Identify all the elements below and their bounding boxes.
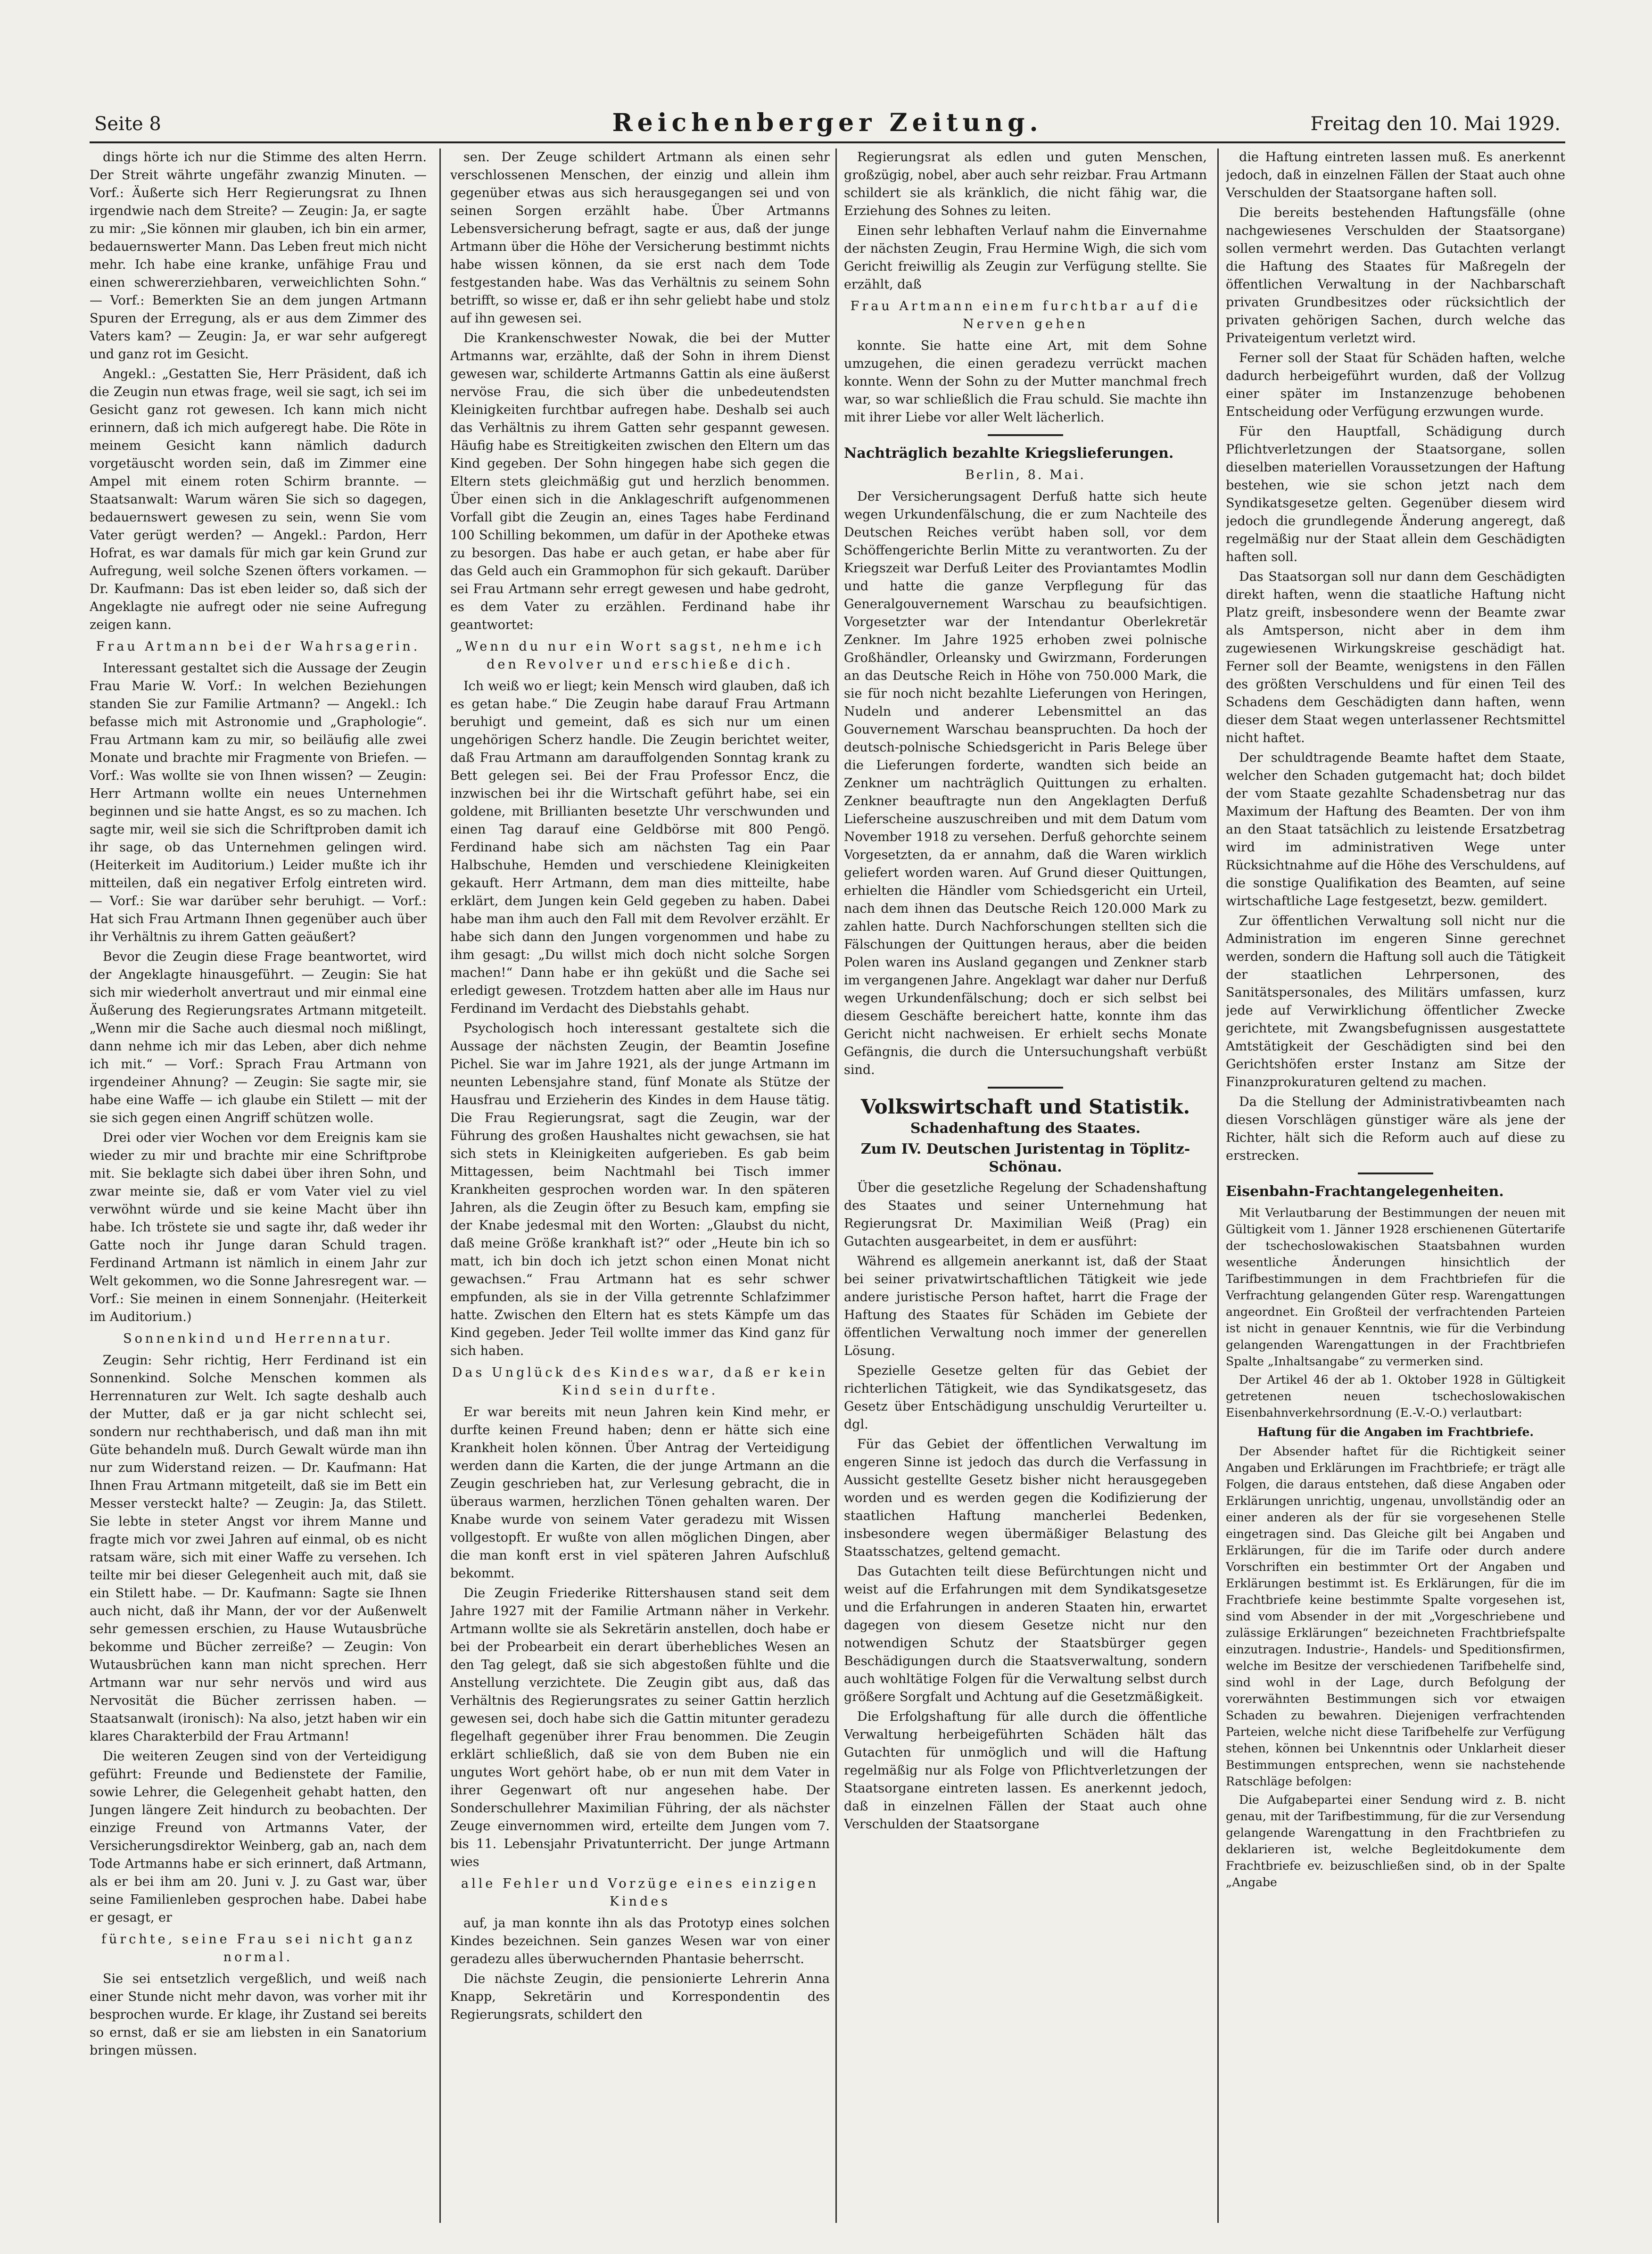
issue-date: Freitag den 10. Mai 1929. (1310, 113, 1561, 135)
column-3 (844, 149, 1207, 2223)
article-subheading: Zum IV. Deutschen Juristentag in Töplitz-Schönau. (860, 1141, 1190, 1175)
header-rule (90, 141, 1565, 143)
subheading: fürchte, seine Frau sei nicht ganz normal. (101, 1932, 415, 1965)
paragraph: Die Erfolgshaftung für alle durch die öffentliche Verwaltung herbeigeführten Schäden hält das Gutachten für unmöglich und will die Haftung regelmäßig nur als Folge von Pflichtverletzungen der Staatsorgane eintreten lassen. Es anerkennt jedoch, daß in einzelnen Fällen der Staat auch ohne Verschulden der Staatsorgane (844, 1709, 1207, 1832)
paragraph: Über die gesetzliche Regelung der Schadenshaftung des Staates und seiner Unternehmung hat Regierungsrat Dr. Maximilian Weiß (Prag) ein Gutachten ausgearbeitet, in dem er ausführt: (844, 1181, 1207, 1249)
paragraph: Da die Stellung der Administrativbeamten nach diesen Vorschlägen günstiger wäre als jene der Richter, hält sich die Reform auch auf diese zu erstrecken. (1226, 1095, 1565, 1163)
subheading: Sonnenkind und Herrennatur. (123, 1331, 393, 1346)
quote: „Wenn du nur ein Wort sagst, nehme ich den Revolver und erschieße dich. (455, 639, 825, 672)
paragraph: Für den Hauptfall, Schädigung durch Pflichtverletzungen der Staatsorgane, sollen dieselben materiellen Voraussetzungen der Haftung bestehen, wie sie schon jetzt nach dem Syndikatsgesetze gelten. Gegenüber diesem wird jedoch die grundlegende Änderung angeregt, daß regelmäßig nur der Staat allein dem Geschädigten haften soll. (1226, 424, 1565, 564)
paragraph: Der schuldtragende Beamte haftet dem Staate, welcher den Schaden gutgemacht hat; doch bildet der vom Staate gezahlte Schadensbetrag nur das Maximum der Haftung des Beamten. Der von ihm an den Staat tatsächlich zu leistende Ersatzbetrag wird im administrativen Wege unter Rücksichtnahme auf die Höhe des Verschuldens, auf die sonstige Qualifikation des Beamten, auf seine wirtschaftliche Lage festgesetzt, bezw. gemildert. (1226, 751, 1565, 908)
column-4 (1226, 149, 1565, 2223)
paragraph: sen. Der Zeuge schildert Artmann als einen sehr verschlossenen Menschen, der einzig und allein ihm gegenüber etwas aus sich herausgegangen sei und von seinen Sorgen erzählt habe. Über Artmanns Lebensversicherung befragt, sagte er aus, daß der junge Artmann über die Höhe der Versicherung bestimmt nichts habe wissen können, da sie erst nach dem Tode festgestanden habe. Was das Verhältnis zu seinem Sohn betrifft, so wisse er, daß er ihn sehr geliebt habe und stolz auf ihn gewesen sei. (450, 150, 830, 326)
paragraph: Für das Gebiet der öffentlichen Verwaltung im engeren Sinne ist jedoch das durch die Verfassung in Aussicht gestellte Gesetz bisher nicht herausgegeben worden und es werden gegen die Kodifizierung der staatlichen Haftung mancherlei Bedenken, insbesondere wegen übermäßiger Belastung des Staatsschatzes, geltend gemacht. (844, 1437, 1207, 1559)
subheading: Frau Artmann einem furchtbar auf die Nerven gehen (850, 299, 1201, 331)
column-divider (1217, 149, 1219, 2223)
paragraph: Drei oder vier Wochen vor dem Ereignis kam sie wieder zu mir und brachte mir eine Schriftprobe mit. Sie beklagte sich dabei über ihren Sohn, und zwar meinte sie, daß er vom Vater viel zu viel verwöhnt würde und sie keine Macht über ihn habe. Ich tröstete sie und sagte ihr, daß weder ihr Gatte noch ihr Junge daran Schuld tragen. Ferdinand Artmann ist nämlich in einem Jahr zur Welt gekommen, wo die Sonne Jahresregent war. — Vorf.: Sie meinen in einem Sonnenjahr. (Heiterkeit im Auditorium.) (90, 1131, 427, 1324)
paragraph: Das Staatsorgan soll nur dann dem Geschädigten direkt haften, wenn die staatliche Haftung nicht Platz greift, insbesondere wenn der Beamte zwar als Amtsperson, nicht aber in dem ihm zugewiesenen Wirkungskreise geschädigt hat. Ferner soll der Beamte, wenigstens in den Fällen des größten Verschuldens und für einen Teil des Schadens dem Geschädigten dann haften, wenn dieser dem Staat wegen unterlassener Rechtsmittel nicht haftet. (1226, 570, 1565, 745)
paragraph: auf, ja man konnte ihn als das Prototyp eines solchen Kindes bezeichnen. Sein ganzes Wesen war von einer geradezu alles überwuchernden Phantasie beherrscht. (450, 1916, 830, 1966)
column-divider (439, 149, 441, 2223)
column-2 (450, 149, 830, 2223)
paragraph: Die Aufgabepartei einer Sendung wird z. B. nicht genau, mit der Tarifbestimmung, für die zur Versendung gelangende Warengattung in den Frachtbriefen zu deklarieren ist, welche Begleitdokumente dem Frachtbriefe ev. beizuschließen sind, ob in der Spalte „Angabe (1226, 1793, 1565, 1889)
paragraph: Er war bereits mit neun Jahren kein Kind mehr, er durfte keinen Freund haben; denn er hätte sich eine Krankheit holen können. Über Antrag der Verteidigung werden dann die Karten, die der junge Artmann an die Zeugin geschrieben hat, zur Verlesung gebracht, die in überaus warmen, herzlichen Tönen gehalten waren. Der Knabe wurde von seinem Vater geradezu mit Wissen vollgestopft. Er wußte von allen möglichen Dingen, aber die man konft erst in viel späteren Jahren Aufschluß bekommt. (450, 1405, 830, 1581)
paragraph: Der Versicherungsagent Derfuß hatte sich heute wegen Urkundenfälschung, die er zum Nachteile des Deutschen Reiches verübt haben soll, vor dem Schöffengerichte Berlin Mitte zu verantworten. Zu der Kriegszeit war Derfuß Leiter des Proviantamtes Modlin und hatte die ganze Verpflegung für das Generalgouvernement Warschau zu beaufsichtigen. Vorgesetzter war der Intendantur Oberlekretär Zenkner. Im Jahre 1925 erhoben zwei polnische Großhändler, Orleansky und Gwirzmann, Forderungen an das Deutsche Reich in Höhe von 750.000 Mark, die sie für noch nicht bezahlte Lieferungen von Heringen, Nudeln und anderer Lebensmittel an das Gouvernement Warschau beanspruchten. Da hoch der deutsch-polnische Schiedsgericht in Paris Belege über die Lieferungen forderte, wandten sich beide an Zenkner um nachträglich Quittungen zu erhalten. Zenkner beauftragte nun den Angeklagten Derfuß Lieferscheine auszuschreiben und mit dem Datum vom November 1918 zu versehen. Derfuß gehorchte seinem Vorgesetzten, da er annahm, daß die Waren wirklich geliefert worden waren. Auf Grund dieser Quittungen, erhielten die Händler vom Schiedsgericht ein Urteil, nach dem ihnen das Deutsche Reich 120.000 Mark zu zahlen hatte. Durch Nachforschungen stellten sich die Fälschungen der Quittungen heraus, aber die beiden Polen waren ins Ausland gegangen und Zenkner starb im vergangenen Jahre. Angeklagt war daher nur Derfuß wegen Urkundenfälschung; doch er sich selbst bei diesem Geschäfte bereichert hatte, konnte ihm das Gericht nicht nachweisen. Er erhielt sechs Monate Gefängnis, die durch die Untersuchungshaft verbüßt sind. (844, 489, 1207, 1077)
page-header (90, 108, 1565, 141)
paragraph: Mit Verlautbarung der Bestimmungen der neuen mit Gültigkeit vom 1. Jänner 1928 erschienenen Gütertarife der tschechoslowakischen Staatsbahnen wurden wesentliche Änderungen hinsichtlich der Tarifbestimmungen in dem Frachtbriefen für die Verfrachtung gelangenden Güter resp. Warengattungen angeordnet. Ein Großteil der verfrachtenden Parteien ist nicht in genauer Kenntnis, wie für die Verbindung gelangenden Warengattungen in der Frachtbriefen Spalte „Inhaltsangabe“ zu vermerken sind. (1226, 1206, 1565, 1368)
page-number: Seite 8 (94, 113, 161, 135)
paragraph: Die weiteren Zeugen sind von der Verteidigung geführt: Freunde und Bedienstete der Familie, sowie Lehrer, die Gelegenheit gehabt hatten, den Jungen längere Zeit hindurch zu beobachten. Der einzige Freund von Artmanns Vater, der Versicherungsdirektor Weinberg, gab an, nach dem Tode Artmanns habe er sich erinnert, daß Artmann, als er bei ihm am 20. Juni v. J. zu Gast war, über seine Familienleben gesprochen habe. Dabei habe er gesagt, er (90, 1749, 427, 1925)
paragraph: Ich weiß wo er liegt; kein Mensch wird glauben, daß ich es getan habe.“ Die Zeugin habe darauf Frau Artmann beruhigt und gemeint, daß es sich nur um einen ungehörigen Scherz handle. Die Zeugin berichtet weiter, daß Frau Artmann am darauffolgenden Sonntag krank zu Bett gelegen sei. Bei der Frau Professor Encz, die inzwischen bei ihr die Wirtschaft geführt habe, sei ein goldene, mit Brillianten besetzte Uhr verschwunden und einen Tag darauf eine Geldbörse mit 800 Pengö. Ferdinand habe sich am nächsten Tag ein Paar Halbschuhe, Hemden und verschiedene Kleinigkeiten gekauft. Herr Artmann, dem man dies mitteilte, habe erklärt, dem Jungen kein Geld gegeben zu haben. Dabei habe man ihm auch den Fall mit dem Revolver erzählt. Er habe sich dann den Jungen vorgenommen und habe zu ihm gesagt: „Du willst mich doch nicht solche Sorgen machen!“ Dann habe er ihn geküßt und die Sache sei erledigt gewesen. Trotzdem hatten aber alle im Haus nur Ferdinand im Verdacht des Diebstahls gehabt. (450, 679, 830, 1016)
section-divider (1358, 1172, 1433, 1174)
subheading: Haftung für die Angaben im Frachtbriefe. (1257, 1425, 1534, 1439)
subheading: alle Fehler und Vorzüge eines einzigen Kindes (461, 1876, 819, 1909)
section-divider (988, 1087, 1063, 1089)
paragraph: Zur öffentlichen Verwaltung soll nicht nur die Administration im engeren Sinne gerechnet werden, sondern die Haftung soll auch die Tätigkeit der staatlichen Lehrpersonen, des Sanitätspersonales, des Militärs umfassen, kurz jede auf Verwirklichung öffentlicher Zwecke gerichtete, mit Zwangsbefugnissen ausgestattete Amtstätigkeit der Geschädigten sind bei den Gerichtshöfen erster Instanz am Sitze der Finanzprokuraturen geltend zu machen. (1226, 914, 1565, 1090)
paragraph: Psychologisch hoch interessant gestaltete sich die Aussage der nächsten Zeugin, der Beamtin Josefine Pichel. Sie war im Jahre 1921, als der junge Artmann im neunten Lebensjahre stand, fünf Monate als Stütze der Hausfrau und Erzieherin des Kindes in dem Hause tätig. Die Frau Regierungsrat, sagt die Zeugin, war der Führung des großen Haushaltes nicht gewachsen, sie hat sich stets in Kleinigkeiten aufgerieben. Es gab beim Mittagessen, beim Nachtmahl bei Tisch immer Krankheiten gesprochen worden war. In den späteren Jahren, als die Zeugin öfter zu Besuch kam, empfing sie der Knabe jedesmal mit den Worten: „Glaubst du nicht, daß meine Größe krankhaft ist?“ oder „Heute bin ich so matt, ich bin doch ich jetzt schon einen Monat nicht gewachsen.“ Frau Artmann hat es sehr schwer empfunden, als sie in der Villa getrennte Schlafzimmer hatte. Zwischen den Eltern hat es stets Kämpfe um das Kind gegeben. Jeder Teil wollte immer das Kind ganz für sich haben. (450, 1021, 830, 1358)
paragraph: Die nächste Zeugin, die pensionierte Lehrerin Anna Knapp, Sekretärin und Korrespondentin des Regierungsrats, schildert den (450, 1972, 830, 2022)
masthead: Reichenberger Zeitung. (612, 108, 1043, 137)
paragraph: Zeugin: Sehr richtig, Herr Ferdinand ist ein Sonnenkind. Solche Menschen kommen als Herrennaturen zur Welt. Ich sagte deshalb auch der Mutter, daß er ja gar nicht schlecht sei, sondern nur rechthaberisch, und daß man ihn mit Güte behandeln muß. Durch Gewalt würde man ihn nur zum Widerstand reizen. — Dr. Kaufmann: Hat Ihnen Frau Artmann mitgeteilt, daß sie im Bett ein Messer versteckt halte? — Zeugin: Ja, das Stilett. Sie lebte in steter Angst vor ihrem Manne und fragte mich vor zwei Jahren auf einmal, ob es nicht ratsam wäre, sich mit einer Waffe zu versehen. Ich teilte mir bei dieser Gelegenheit auch mit, daß sie ein Stilett habe. — Dr. Kaufmann: Sagte sie Ihnen auch nicht, daß ihr Mann, der vor der Außenwelt sehr gemessen erschien, zu Hause Wutausbrüche bekomme und Bücher zerreiße? — Zeugin: Von Wutausbrüchen kann man nicht sprechen. Herr Artmann war nur sehr nervös und wird aus Nervosität die Bücher zerrissen haben. — Staatsanwalt (ironisch): Na also, jetzt haben wir ein klares Charakterbild der Frau Artmann! (90, 1353, 427, 1744)
dateline: Berlin, 8. Mai. (965, 468, 1086, 482)
article-heading: Eisenbahn-Frachtangelegenheiten. (1226, 1183, 1504, 1200)
section-heading: Volkswirtschaft und Statistik. (860, 1095, 1190, 1118)
paragraph: Während es allgemein anerkannt ist, daß der Staat bei seiner privatwirtschaftlichen Tätigkeit wie jede andere juristische Person haftet, harrt die Frage der Haftung des Staates für Schäden im Gebiete der öffentlichen Verwaltung noch immer der generellen Lösung. (844, 1254, 1207, 1358)
paragraph: Die bereits bestehenden Haftungsfälle (ohne nachgewiesenes Verschulden der Staatsorgane) sollen vermehrt werden. Das Gutachten verlangt die Haftung des Staates für Maßregeln der öffentlichen Verwaltung in der Nachbarschaft privaten Grundbesitzes oder rücksichtlich der privaten gehörigen Sachen, durch welche das Privateigentum verletzt wird. (1226, 206, 1565, 346)
paragraph: Die Zeugin Friederike Rittershausen stand seit dem Jahre 1927 mit der Familie Artmann näher in Verkehr. Artmann wollte sie als Sekretärin anstellen, doch habe er bei der Probearbeit ein derart überhebliches Wesen an den Tag gelegt, daß sie sich abgestoßen fühlte und die Anstellung verzichtete. Die Zeugin gibt aus, daß das Verhältnis des Regierungsrates zu seiner Gattin herzlich gewesen sei, doch habe sich die Gattin mitunter geradezu flegelhaft gegenüber ihrer Frau benommen. Die Zeugin erklärt schließlich, daß sie von dem Buben nie ein ungutes Wort gehört habe, ob er nun mit dem Vater in ihrer Gegenwart oft nur angesehen habe. Der Sonderschullehrer Maximilian Führing, der als nächster Zeuge einvernommen wird, erteilte dem Jungen vom 7. bis 11. Lebensjahr Privatunterricht. Der junge Artmann wies (450, 1586, 830, 1869)
article-heading: Nachträglich bezahlte Kriegslieferungen. (844, 445, 1174, 462)
paragraph: Bevor die Zeugin diese Frage beantwortet, wird der Angeklagte hinausgeführt. — Zeugin: Sie hat sich mir wiederholt anvertraut und mir einmal eine Äußerung des Regierungsrates Artmann mitgeteilt. „Wenn mir die Sache auch diesmal noch mißlingt, dann nehme ich mir das Leben, aber dich nehme ich mit.“ — Vorf.: Sprach Frau Artmann von irgendeiner Ahnung? — Zeugin: Sie sagte mir, sie habe eine Waffe — ich glaube ein Stilett — mit der sie sich gegen einen Angriff schützen wolle. (90, 949, 427, 1125)
paragraph: Sie sei entsetzlich vergeßlich, und weiß nach einer Stunde nicht mehr davon, was vorher mit ihr besprochen wurde. Er klage, ihr Zustand sei bereits so ernst, daß er sie am liebsten in ein Sanatorium bringen müssen. (90, 1972, 427, 2058)
paragraph: Ferner soll der Staat für Schäden haften, welche dadurch herbeigeführt wurden, daß der Vollzug einer später im Instanzenzuge behobenen Entscheidung oder Verfügung erzwungen wurde. (1226, 351, 1565, 419)
article-heading: Schadenhaftung des Staates. (910, 1120, 1141, 1137)
subheading: Frau Artmann bei der Wahrsagerin. (96, 639, 421, 654)
paragraph: Der Artikel 46 der ab 1. Oktober 1928 in Gültigkeit getretenen neuen tschechoslowakischen Eisenbahnverkehrsordnung (E.-V.-O.) verlautbart: (1226, 1373, 1565, 1420)
paragraph: Die Krankenschwester Nowak, die bei der Mutter Artmanns war, erzählte, daß der Sohn in ihrem Dienst gewesen war, schilderte Artmanns Gattin als eine äußerst nervöse Frau, die sich über die unbedeutendsten Kleinigkeiten furchtbar aufregen habe. Deshalb sei auch das Verhältnis zu ihrem Gatten sehr gespannt gewesen. Häufig habe es Streitigkeiten zwischen den Eltern um das Kind gegeben. Der Sohn hingegen habe sich gegen die Eltern stets gleichmäßig gut und herzlich benommen. Über einen sich in die Anklageschrift aufgenommenen Vorfall gibt die Zeugin an, eines Tages habe Ferdinand 100 Schilling bekommen, um dafür in der Apotheke etwas zu besorgen. Das habe er auch getan, er habe aber für das Geld auch ein Grammophon für sich gekauft. Darüber sei Frau Artmann sehr erregt gewesen und habe gedroht, es dem Vater zu erzählen. Ferdinand habe ihr geantwortet: (450, 331, 830, 632)
paragraph: Einen sehr lebhaften Verlauf nahm die Einvernahme der nächsten Zeugin, Frau Hermine Wigh, die sich vom Gericht freiwillig als Zeugin zur Verfügung stellte. Sie erzählt, daß (844, 223, 1207, 292)
paragraph: Regierungsrat als edlen und guten Menschen, großzügig, nobel, aber auch sehr reizbar. Frau Artmann schildert sie als kränklich, die nicht fähig war, die Erziehung des Sohnes zu leiten. (844, 150, 1207, 218)
section-divider (988, 434, 1063, 436)
subheading: Das Unglück des Kindes war, daß er kein Kind sein durfte. (452, 1365, 828, 1398)
paragraph: Angekl.: „Gestatten Sie, Herr Präsident, daß ich die Zeugin nun etwas frage, weil sie sagt, ich sei im Gesicht ganz rot gewesen. Ich kann mich nicht erinnern, daß ich mich aufgeregt habe. Die Röte in meinem Gesicht kann nämlich dadurch vorgetäuscht worden sein, daß im Zimmer eine Ampel mit einem roten Schirm brannte. — Staatsanwalt: Warum wären Sie sich so dagegen, bedauernswert gewesen zu sein, wenn Sie vom Vater gerügt werden? — Angekl.: Pardon, Herr Hofrat, es war damals für mich gar kein Grund zur Aufregung, weil solche Szenen öfters vorkamen. — Dr. Kaufmann: Das ist eben leider so, daß sich der Angeklagte nie aufregt oder nie seine Aufregung zeigen kann. (90, 367, 427, 632)
paragraph: Interessant gestaltet sich die Aussage der Zeugin Frau Marie W. Vorf.: In welchen Beziehungen standen Sie zur Familie Artmann? — Angekl.: Ich befasse mich mit Astronomie und „Graphologie“. Frau Artmann kam zu mir, so beiläufig alle zwei Monate und brachte mir Fragmente von Briefen. — Vorf.: Was wollte sie von Ihnen wissen? — Zeugin: Herr Artmann wollte ein neues Unternehmen beginnen und sie hatte Angst, es so zu machen. Ich sagte mir, weil sie sich die Schriftproben damit ich ihr sage, ob das Unternehmen gelingen wird. (Heiterkeit im Auditorium.) Leider mußte ich ihr mitteilen, daß ein negativer Erfolg eintreten wird. — Vorf.: Sie war darüber sehr beruhigt. — Vorf.: Hat sich Frau Artmann Ihnen gegenüber auch über ihr Verhältnis zu ihrem Gatten geäußert? (90, 661, 427, 944)
column-divider (835, 149, 837, 2223)
paragraph: konnte. Sie hatte eine Art, mit dem Sohne umzugehen, die einen geradezu verrückt machen konnte. Wenn der Sohn zu der Mutter manchmal frech war, so war schließlich die Frau schuld. Sie machte ihn mit ihrer Liebe vor aller Welt lächerlich. (844, 339, 1207, 425)
column-1 (90, 149, 427, 2223)
paragraph: die Haftung eintreten lassen muß. Es anerkennt jedoch, daß in einzelnen Fällen der Staat auch ohne Verschulden der Staatsorgane haften soll. (1226, 150, 1565, 200)
columns (90, 149, 1565, 2223)
paragraph: Das Gutachten teilt diese Befürchtungen nicht und weist auf die Erfahrungen mit dem Syndikatsgesetze und die Erfahrungen in anderen Staaten hin, erwartet dagegen von diesem Gesetze nicht nur den notwendigen Schutz der Staatsbürger gegen Beschädigungen durch die Staatsverwaltung, sondern auch wohltätige Folgen für die Verwaltung selbst durch größere Sorgfalt und Achtung auf die Gesetzmäßigkeit. (844, 1564, 1207, 1704)
paragraph: Der Absender haftet für die Richtigkeit seiner Angaben und Erklärungen im Frachtbriefe; er trägt alle Folgen, die daraus entstehen, daß diese Angaben oder Erklärungen unrichtig, ungenau, unvollständig oder an einer anderen als der für sie vorgesehenen Stelle eingetragen sind. Das Gleiche gilt bei Angaben und Erklärungen, für die im Tarife oder durch andere Vorschriften ein bestimmter Ort der Angaben und Erklärungen bestimmt ist. Es Erklärungen, für die im Frachtbriefe keine bestimmte Spalte vorgesehen ist, sind vom Absender in der mit „Vorgeschriebene und zulässige Erklärungen“ bezeichneten Frachtbriefspalte einzutragen. Industrie-, Handels- und Speditionsfirmen, welche im Besitze der verschiedenen Tarifbehelfe sind, sind wohl in der Lage, durch Befolgung der vorerwähnten Bestimmungen sich vor etwaigen Schaden zu bewahren. Diejenigen verfrachtenden Parteien, welche nicht diese Tarifbehelfe zur Verfügung stehen, können bei Unkenntnis oder Unklarheit dieser Bestimmungen entsprechen, wenn sie nachstehende Ratschläge befolgen: (1226, 1445, 1565, 1788)
paragraph: Spezielle Gesetze gelten für das Gebiet der richterlichen Tätigkeit, wie das Syndikatsgesetz, das Gesetz über Entschädigung unschuldig Verurteilter u. dgl. (844, 1363, 1207, 1432)
paragraph: dings hörte ich nur die Stimme des alten Herrn. Der Streit währte ungefähr zwanzig Minuten. — Vorf.: Äußerte sich Herr Regierungsrat zu Ihnen irgendwie nach dem Streite? — Zeugin: Ja, er sagte zu mir: „Sie können mir glauben, ich bin ein armer, bedauernswerter Mann. Das Leben freut mich nicht mehr. Ich habe eine kranke, unfähige Frau und einen schwererziehbaren, verweichlichten Sohn.“ — Vorf.: Bemerkten Sie an dem jungen Artmann Spuren der Erregung, als er aus dem Zimmer des Vaters kam? — Zeugin: Ja, er war sehr aufgeregt und ganz rot im Gesicht. (90, 150, 427, 362)
